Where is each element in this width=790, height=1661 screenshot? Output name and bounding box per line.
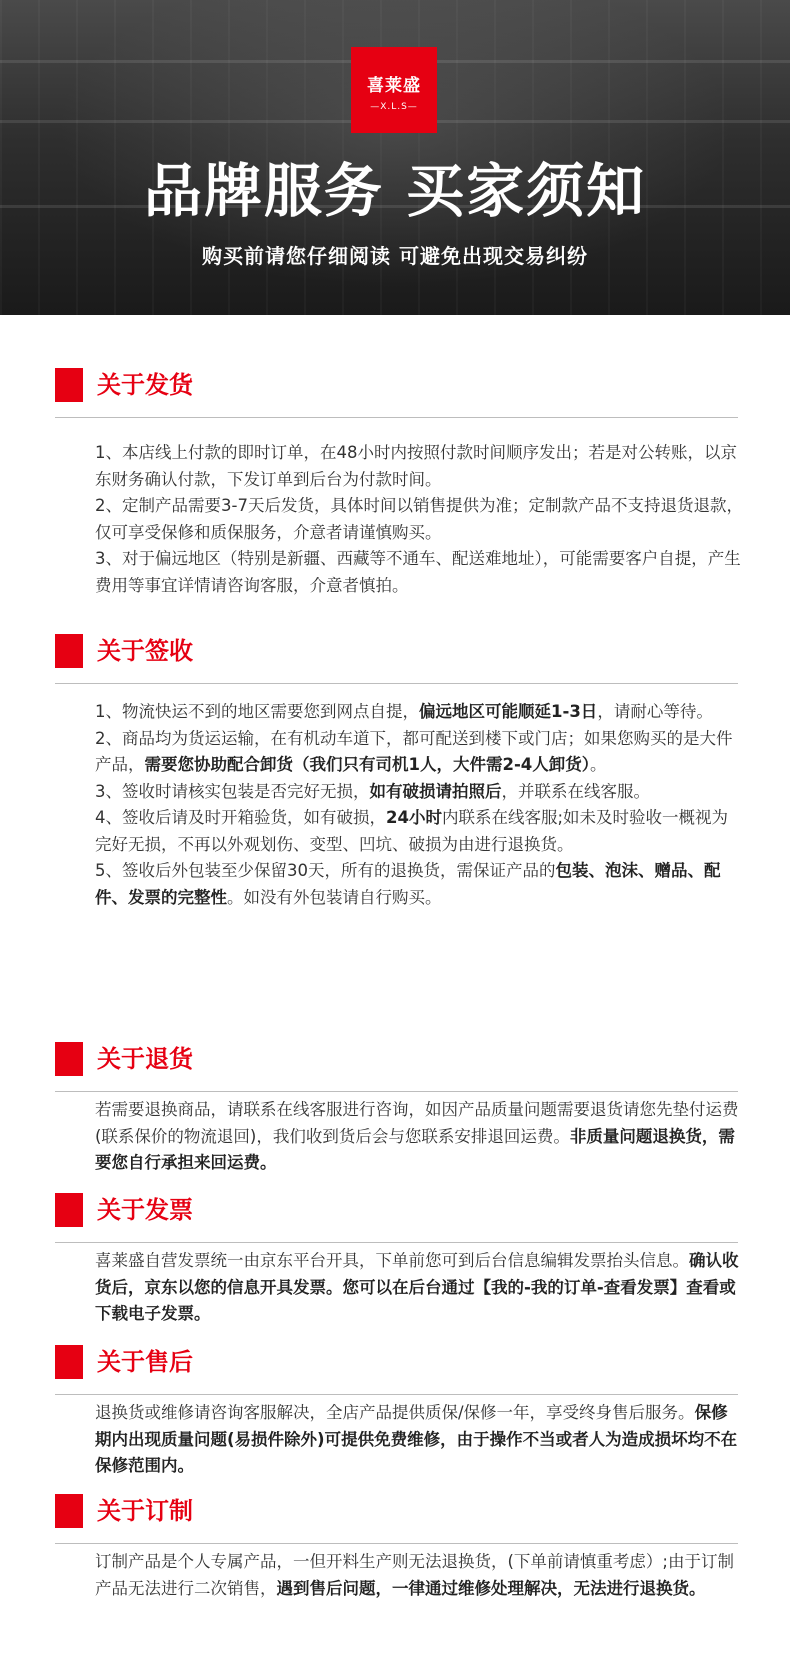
- page-subtitle: 购买前请您仔细阅读 可避免出现交易纠纷: [202, 244, 588, 268]
- paragraph: [95, 1400, 743, 1480]
- section-divider: [55, 1242, 738, 1243]
- section-body: [95, 699, 743, 911]
- section-title: 关于发货: [97, 371, 193, 399]
- text-run-bold: 遇到售后问题，一律通过维修处理解决，无法进行退换货。: [276, 1578, 706, 1598]
- text-run: 4、签收后请及时开箱验货，如有破损，: [95, 808, 386, 827]
- text-run: 喜莱盛自营发票统一由京东平台开具，下单前您可到后台信息编辑发票抬头信息。: [95, 1251, 689, 1270]
- text-run-bold: 确认收货后，京东以您的信息开具发票。您可以在后台通过【我的-我的订单-查看发票】查看或下载电子发票。: [95, 1251, 739, 1323]
- text-run: 。: [590, 755, 607, 774]
- text-run-bold: 偏远地区可能顺延1-3日: [419, 702, 598, 721]
- paragraph: [95, 726, 743, 779]
- section-body: [95, 1549, 743, 1602]
- section-title: 关于订制: [97, 1497, 193, 1525]
- section-divider: [55, 417, 738, 418]
- brand-logo-en: —X.L.S—: [370, 102, 418, 112]
- paragraph: [95, 1549, 743, 1602]
- text-run: 5、签收后外包装至少保留30天，所有的退换货，需保证产品的: [95, 861, 556, 880]
- text-run: 退换货或维修请咨询客服解决，全店产品提供质保/保修一年，享受终身售后服务。: [95, 1403, 695, 1422]
- section-marker: [55, 1193, 83, 1227]
- text-run-bold: 24小时: [386, 808, 442, 827]
- section-body: [95, 1400, 743, 1480]
- brand-logo-cn: 喜莱盛: [367, 76, 421, 96]
- section-divider: [55, 1091, 738, 1092]
- text-run-bold: 需要您协助配合卸货（我们只有司机1人，大件需2-4人卸货）: [144, 755, 591, 774]
- section-marker: [55, 1494, 83, 1528]
- section-marker: [55, 368, 83, 402]
- section-divider: [55, 1543, 738, 1544]
- text-run-bold: 保修期内出现质量问题(易损件除外)可提供免费维修，由于操作不当或者人为造成损坏均不在保修范围内。: [95, 1403, 738, 1475]
- section-title: 关于签收: [97, 637, 193, 665]
- paragraph: [95, 1248, 743, 1328]
- page-title: 品牌服务 买家须知: [143, 157, 647, 225]
- text-run: 3、签收时请核实包装是否完好无损，: [95, 781, 370, 801]
- text-run-bold: 包装、泡沫、赠品、配件、发票的完整性: [95, 861, 721, 907]
- section-title: 关于售后: [97, 1348, 193, 1376]
- section-body: [95, 1248, 743, 1328]
- paragraph: 3、对于偏远地区（特别是新疆、西藏等不通车、配送难地址），可能需要客户自提，产生费用等事宜详情请咨询客服，介意者慎拍。: [95, 549, 741, 595]
- section-divider: [55, 1394, 738, 1395]
- text-run-bold: 非质量问题退换货，需要您自行承担来回运费。: [95, 1126, 735, 1172]
- paragraph: [95, 1097, 743, 1177]
- text-run-bold: 如有破损请拍照后: [369, 781, 502, 801]
- section-marker: [55, 634, 83, 668]
- paragraph: [95, 858, 743, 911]
- section-body: [95, 1097, 743, 1177]
- paragraph: 1、本店线上付款的即时订单，在48小时内按照付款时间顺序发出；若是对公转账，以京东财务确认付款，下发订单到后台为付款时间。: [95, 443, 737, 489]
- brand-logo: [351, 47, 437, 133]
- text-run: 1、物流快运不到的地区需要您到网点自提，: [95, 702, 419, 721]
- section-title: 关于发票: [97, 1196, 193, 1224]
- text-run: ，并联系在线客服。: [501, 781, 650, 801]
- section-marker: [55, 1042, 83, 1076]
- paragraph: [95, 805, 743, 858]
- paragraph: 2、定制产品需要3-7天后发货，具体时间以销售提供为准；定制款产品不支持退货退款，仅可享受保修和质保服务，介意者请谨慎购买。: [95, 496, 743, 542]
- paragraph: [95, 699, 743, 726]
- section-body: [95, 440, 743, 599]
- text-run: 内联系在线客服;如未及时验收一概视为完好无损，不再以外观划伤、变型、凹坑、破损为由进行退换货。: [95, 808, 729, 854]
- text-run: ，请耐心等待。: [597, 702, 713, 721]
- hero-banner: [0, 0, 790, 315]
- text-run: 订制产品是个人专属产品，一但开料生产则无法退换货，(下单前请慎重考虑）;由于订制产品无法进行二次销售，: [95, 1552, 734, 1598]
- section-divider: [55, 683, 738, 684]
- section-marker: [55, 1345, 83, 1379]
- section-title: 关于退货: [97, 1045, 193, 1073]
- text-run: 若需要退换商品，请联系在线客服进行咨询，如因产品质量问题需要退货请您先垫付运费(联系保价的物流退回)，我们收到货后会与您联系安排退回运费。: [95, 1100, 739, 1146]
- text-run: 2、商品均为货运运输，在有机动车道下，都可配送到楼下或门店；如果您购买的是大件产品，: [95, 728, 733, 774]
- paragraph: [95, 779, 743, 806]
- text-run: 。如没有外包装请自行购买。: [227, 887, 442, 907]
